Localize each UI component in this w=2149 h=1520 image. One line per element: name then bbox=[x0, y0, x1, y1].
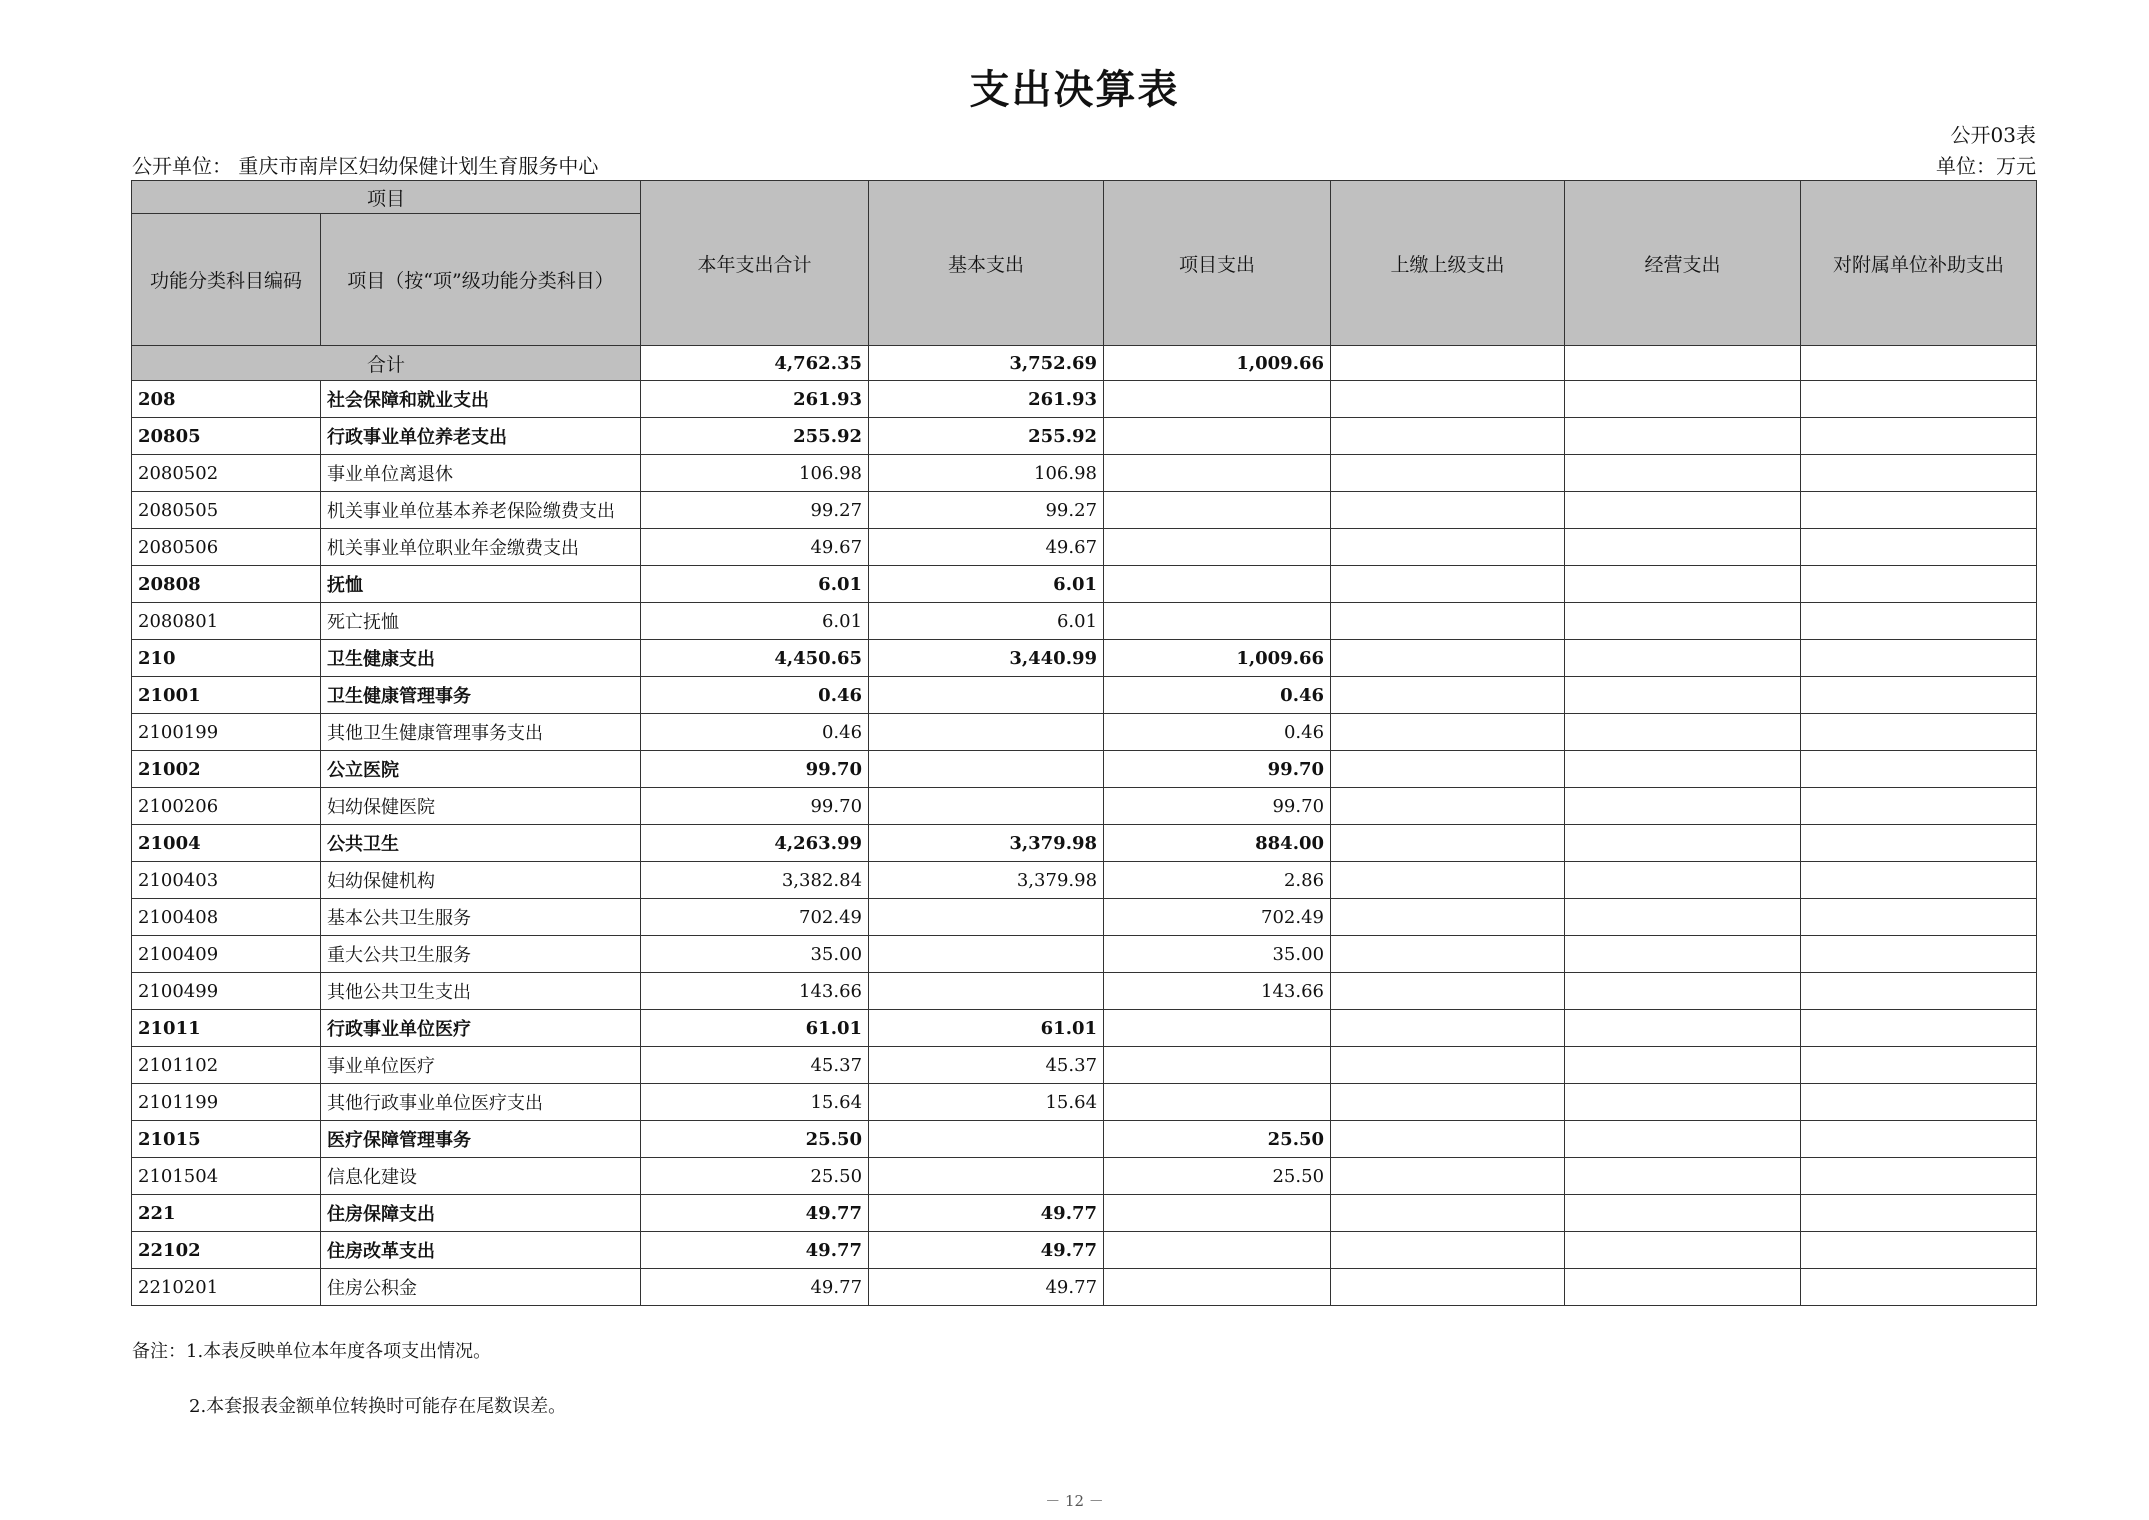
cell-business bbox=[1565, 825, 1801, 862]
cell-project bbox=[1104, 603, 1331, 640]
table-row bbox=[132, 862, 2037, 899]
cell-total: 15.64 bbox=[641, 1084, 869, 1121]
table-row bbox=[132, 1158, 2037, 1195]
cell-code: 2101504 bbox=[132, 1158, 321, 1195]
cell-project: 884.00 bbox=[1104, 825, 1331, 862]
table-row bbox=[132, 788, 2037, 825]
cell-subsidy bbox=[1801, 566, 2037, 603]
cell-project: 2.86 bbox=[1104, 862, 1331, 899]
cell-total: 0.46 bbox=[641, 714, 869, 751]
cell-code: 20808 bbox=[132, 566, 321, 603]
cell-basic: 49.77 bbox=[869, 1195, 1104, 1232]
cell-total: 0.46 bbox=[641, 677, 869, 714]
header-subsidy: 对附属单位补助支出 bbox=[1801, 181, 2037, 346]
cell-basic bbox=[869, 751, 1104, 788]
cell-project: 35.00 bbox=[1104, 936, 1331, 973]
cell-name: 卫生健康支出 bbox=[321, 640, 641, 677]
cell-total: 49.77 bbox=[641, 1195, 869, 1232]
table-row bbox=[132, 973, 2037, 1010]
cell-basic: 49.67 bbox=[869, 529, 1104, 566]
cell-name: 公立医院 bbox=[321, 751, 641, 788]
cell-business bbox=[1565, 1084, 1801, 1121]
cell-code: 2100206 bbox=[132, 788, 321, 825]
cell-subsidy bbox=[1801, 1158, 2037, 1195]
cell-total: 49.77 bbox=[641, 1232, 869, 1269]
cell-business bbox=[1565, 566, 1801, 603]
cell-basic: 49.77 bbox=[869, 1232, 1104, 1269]
cell-code: 2080801 bbox=[132, 603, 321, 640]
cell-total: 99.27 bbox=[641, 492, 869, 529]
cell-business bbox=[1565, 1047, 1801, 1084]
cell-total: 35.00 bbox=[641, 936, 869, 973]
cell-name: 妇幼保健机构 bbox=[321, 862, 641, 899]
cell-total: 49.77 bbox=[641, 1269, 869, 1306]
cell-total: 106.98 bbox=[641, 455, 869, 492]
cell-upper bbox=[1331, 603, 1565, 640]
cell-basic bbox=[869, 973, 1104, 1010]
cell-subsidy bbox=[1801, 973, 2037, 1010]
cell-code: 2100403 bbox=[132, 862, 321, 899]
header-name: 项目（按“项”级功能分类科目） bbox=[321, 214, 641, 346]
table-row bbox=[132, 677, 2037, 714]
cell-name: 社会保障和就业支出 bbox=[321, 381, 641, 418]
cell-business bbox=[1565, 1010, 1801, 1047]
cell-total: 143.66 bbox=[641, 973, 869, 1010]
table-row bbox=[132, 529, 2037, 566]
cell-name: 卫生健康管理事务 bbox=[321, 677, 641, 714]
cell-basic: 99.27 bbox=[869, 492, 1104, 529]
page-title: 支出决算表 bbox=[969, 66, 1180, 113]
table-body bbox=[132, 346, 2037, 1306]
note-2: 2.本套报表金额单位转换时可能存在尾数误差。 bbox=[189, 1396, 567, 1417]
cell-upper bbox=[1331, 862, 1565, 899]
cell-total: 6.01 bbox=[641, 603, 869, 640]
cell-total: 3,382.84 bbox=[641, 862, 869, 899]
cell-project bbox=[1104, 418, 1331, 455]
cell-project bbox=[1104, 1047, 1331, 1084]
cell-code: 21001 bbox=[132, 677, 321, 714]
header-total: 本年支出合计 bbox=[641, 181, 869, 346]
cell-basic: 49.77 bbox=[869, 1269, 1104, 1306]
cell-code: 20805 bbox=[132, 418, 321, 455]
cell-name: 妇幼保健医院 bbox=[321, 788, 641, 825]
cell-project bbox=[1104, 492, 1331, 529]
cell-name: 住房公积金 bbox=[321, 1269, 641, 1306]
table-row bbox=[132, 1121, 2037, 1158]
cell-project bbox=[1104, 1084, 1331, 1121]
cell-subsidy bbox=[1801, 603, 2037, 640]
total-cell-total: 4,762.35 bbox=[641, 346, 869, 381]
cell-name: 死亡抚恤 bbox=[321, 603, 641, 640]
cell-name: 行政事业单位养老支出 bbox=[321, 418, 641, 455]
cell-basic: 61.01 bbox=[869, 1010, 1104, 1047]
cell-basic bbox=[869, 714, 1104, 751]
cell-subsidy bbox=[1801, 714, 2037, 751]
cell-project: 25.50 bbox=[1104, 1158, 1331, 1195]
cell-basic: 6.01 bbox=[869, 603, 1104, 640]
cell-upper bbox=[1331, 1047, 1565, 1084]
cell-upper bbox=[1331, 936, 1565, 973]
cell-subsidy bbox=[1801, 381, 2037, 418]
cell-project bbox=[1104, 529, 1331, 566]
table-row bbox=[132, 1269, 2037, 1306]
cell-business bbox=[1565, 936, 1801, 973]
cell-business bbox=[1565, 788, 1801, 825]
table-row bbox=[132, 751, 2037, 788]
table-row bbox=[132, 1084, 2037, 1121]
cell-name: 行政事业单位医疗 bbox=[321, 1010, 641, 1047]
cell-code: 21002 bbox=[132, 751, 321, 788]
cell-name: 机关事业单位基本养老保险缴费支出 bbox=[321, 492, 641, 529]
cell-total: 99.70 bbox=[641, 788, 869, 825]
cell-subsidy bbox=[1801, 751, 2037, 788]
cell-subsidy bbox=[1801, 418, 2037, 455]
cell-upper bbox=[1331, 1121, 1565, 1158]
header-upper: 上缴上级支出 bbox=[1331, 181, 1565, 346]
cell-name: 公共卫生 bbox=[321, 825, 641, 862]
cell-subsidy bbox=[1801, 1269, 2037, 1306]
cell-basic: 15.64 bbox=[869, 1084, 1104, 1121]
cell-basic: 3,440.99 bbox=[869, 640, 1104, 677]
cell-code: 2100409 bbox=[132, 936, 321, 973]
cell-project: 25.50 bbox=[1104, 1121, 1331, 1158]
cell-subsidy bbox=[1801, 825, 2037, 862]
expenditure-table bbox=[131, 180, 2037, 1306]
cell-project bbox=[1104, 566, 1331, 603]
total-cell-subsidy bbox=[1801, 346, 2037, 381]
cell-total: 25.50 bbox=[641, 1158, 869, 1195]
cell-upper bbox=[1331, 973, 1565, 1010]
header-code: 功能分类科目编码 bbox=[132, 214, 321, 346]
table-row bbox=[132, 603, 2037, 640]
cell-basic bbox=[869, 677, 1104, 714]
cell-project: 99.70 bbox=[1104, 788, 1331, 825]
cell-business bbox=[1565, 529, 1801, 566]
cell-code: 2100199 bbox=[132, 714, 321, 751]
cell-business bbox=[1565, 640, 1801, 677]
cell-name: 其他卫生健康管理事务支出 bbox=[321, 714, 641, 751]
cell-business bbox=[1565, 1195, 1801, 1232]
cell-code: 210 bbox=[132, 640, 321, 677]
cell-upper bbox=[1331, 566, 1565, 603]
cell-code: 2210201 bbox=[132, 1269, 321, 1306]
cell-project: 143.66 bbox=[1104, 973, 1331, 1010]
table-row bbox=[132, 381, 2037, 418]
cell-name: 医疗保障管理事务 bbox=[321, 1121, 641, 1158]
cell-name: 事业单位离退休 bbox=[321, 455, 641, 492]
table-row bbox=[132, 640, 2037, 677]
cell-subsidy bbox=[1801, 1195, 2037, 1232]
table-header bbox=[132, 181, 2037, 346]
cell-upper bbox=[1331, 1269, 1565, 1306]
cell-code: 21011 bbox=[132, 1010, 321, 1047]
header-item-group: 项目 bbox=[132, 181, 641, 214]
cell-upper bbox=[1331, 677, 1565, 714]
reporting-unit: 公开单位： 重庆市南岸区妇幼保健计划生育服务中心 bbox=[132, 154, 599, 178]
cell-business bbox=[1565, 1269, 1801, 1306]
cell-subsidy bbox=[1801, 677, 2037, 714]
cell-name: 机关事业单位职业年金缴费支出 bbox=[321, 529, 641, 566]
cell-code: 21004 bbox=[132, 825, 321, 862]
cell-total: 61.01 bbox=[641, 1010, 869, 1047]
cell-subsidy bbox=[1801, 788, 2037, 825]
currency-unit: 单位：万元 bbox=[1936, 154, 2036, 178]
cell-name: 住房保障支出 bbox=[321, 1195, 641, 1232]
cell-subsidy bbox=[1801, 862, 2037, 899]
cell-basic: 45.37 bbox=[869, 1047, 1104, 1084]
cell-upper bbox=[1331, 751, 1565, 788]
cell-business bbox=[1565, 751, 1801, 788]
cell-code: 2080502 bbox=[132, 455, 321, 492]
cell-total: 25.50 bbox=[641, 1121, 869, 1158]
cell-code: 221 bbox=[132, 1195, 321, 1232]
table-row bbox=[132, 492, 2037, 529]
cell-upper bbox=[1331, 1084, 1565, 1121]
cell-business bbox=[1565, 1158, 1801, 1195]
cell-project: 702.49 bbox=[1104, 899, 1331, 936]
cell-upper bbox=[1331, 529, 1565, 566]
cell-upper bbox=[1331, 381, 1565, 418]
cell-business bbox=[1565, 862, 1801, 899]
cell-subsidy bbox=[1801, 936, 2037, 973]
cell-upper bbox=[1331, 788, 1565, 825]
cell-upper bbox=[1331, 418, 1565, 455]
table-row bbox=[132, 936, 2037, 973]
cell-project: 99.70 bbox=[1104, 751, 1331, 788]
page-number: － 12 － bbox=[1045, 1492, 1104, 1510]
cell-code: 2100499 bbox=[132, 973, 321, 1010]
cell-business bbox=[1565, 1121, 1801, 1158]
cell-upper bbox=[1331, 1158, 1565, 1195]
cell-name: 住房改革支出 bbox=[321, 1232, 641, 1269]
header-project: 项目支出 bbox=[1104, 181, 1331, 346]
cell-total: 49.67 bbox=[641, 529, 869, 566]
cell-code: 2101199 bbox=[132, 1084, 321, 1121]
total-cell-business bbox=[1565, 346, 1801, 381]
total-cell-basic: 3,752.69 bbox=[869, 346, 1104, 381]
cell-total: 702.49 bbox=[641, 899, 869, 936]
cell-subsidy bbox=[1801, 1121, 2037, 1158]
cell-code: 2101102 bbox=[132, 1047, 321, 1084]
cell-subsidy bbox=[1801, 1010, 2037, 1047]
cell-business bbox=[1565, 973, 1801, 1010]
cell-name: 事业单位医疗 bbox=[321, 1047, 641, 1084]
cell-subsidy bbox=[1801, 1047, 2037, 1084]
cell-business bbox=[1565, 899, 1801, 936]
cell-total: 261.93 bbox=[641, 381, 869, 418]
cell-name: 其他行政事业单位医疗支出 bbox=[321, 1084, 641, 1121]
cell-business bbox=[1565, 418, 1801, 455]
cell-name: 重大公共卫生服务 bbox=[321, 936, 641, 973]
cell-total: 255.92 bbox=[641, 418, 869, 455]
table-row bbox=[132, 418, 2037, 455]
table-row bbox=[132, 1047, 2037, 1084]
cell-total: 4,450.65 bbox=[641, 640, 869, 677]
cell-basic: 255.92 bbox=[869, 418, 1104, 455]
cell-business bbox=[1565, 1232, 1801, 1269]
cell-basic bbox=[869, 1121, 1104, 1158]
cell-upper bbox=[1331, 492, 1565, 529]
cell-basic: 6.01 bbox=[869, 566, 1104, 603]
cell-project bbox=[1104, 1269, 1331, 1306]
header-business: 经营支出 bbox=[1565, 181, 1801, 346]
table-row bbox=[132, 455, 2037, 492]
total-cell-upper bbox=[1331, 346, 1565, 381]
table-row bbox=[132, 1195, 2037, 1232]
cell-business bbox=[1565, 603, 1801, 640]
cell-upper bbox=[1331, 1195, 1565, 1232]
cell-upper bbox=[1331, 1010, 1565, 1047]
cell-code: 2080506 bbox=[132, 529, 321, 566]
cell-basic bbox=[869, 1158, 1104, 1195]
cell-project: 1,009.66 bbox=[1104, 640, 1331, 677]
cell-code: 2080505 bbox=[132, 492, 321, 529]
cell-project bbox=[1104, 1232, 1331, 1269]
cell-subsidy bbox=[1801, 1232, 2037, 1269]
cell-subsidy bbox=[1801, 455, 2037, 492]
cell-subsidy bbox=[1801, 529, 2037, 566]
cell-upper bbox=[1331, 714, 1565, 751]
note-1: 备注：1.本表反映单位本年度各项支出情况。 bbox=[132, 1341, 492, 1362]
cell-basic bbox=[869, 788, 1104, 825]
cell-basic bbox=[869, 936, 1104, 973]
cell-code: 21015 bbox=[132, 1121, 321, 1158]
table-row bbox=[132, 899, 2037, 936]
cell-upper bbox=[1331, 455, 1565, 492]
cell-basic bbox=[869, 899, 1104, 936]
total-cell-project: 1,009.66 bbox=[1104, 346, 1331, 381]
table-row bbox=[132, 1010, 2037, 1047]
cell-business bbox=[1565, 381, 1801, 418]
total-row bbox=[132, 346, 2037, 381]
cell-subsidy bbox=[1801, 1084, 2037, 1121]
cell-upper bbox=[1331, 825, 1565, 862]
cell-business bbox=[1565, 455, 1801, 492]
table-row bbox=[132, 714, 2037, 751]
cell-basic: 3,379.98 bbox=[869, 825, 1104, 862]
cell-subsidy bbox=[1801, 640, 2037, 677]
table-row bbox=[132, 825, 2037, 862]
cell-business bbox=[1565, 677, 1801, 714]
total-label: 合计 bbox=[132, 346, 641, 381]
cell-subsidy bbox=[1801, 899, 2037, 936]
cell-project: 0.46 bbox=[1104, 714, 1331, 751]
cell-project bbox=[1104, 1195, 1331, 1232]
cell-name: 抚恤 bbox=[321, 566, 641, 603]
cell-basic: 106.98 bbox=[869, 455, 1104, 492]
cell-name: 其他公共卫生支出 bbox=[321, 973, 641, 1010]
cell-total: 99.70 bbox=[641, 751, 869, 788]
cell-subsidy bbox=[1801, 492, 2037, 529]
table-row bbox=[132, 1232, 2037, 1269]
cell-basic: 3,379.98 bbox=[869, 862, 1104, 899]
cell-upper bbox=[1331, 640, 1565, 677]
cell-upper bbox=[1331, 899, 1565, 936]
cell-total: 6.01 bbox=[641, 566, 869, 603]
cell-basic: 261.93 bbox=[869, 381, 1104, 418]
cell-project bbox=[1104, 381, 1331, 418]
form-number: 公开03表 bbox=[1950, 123, 2036, 147]
cell-code: 2100408 bbox=[132, 899, 321, 936]
header-basic: 基本支出 bbox=[869, 181, 1104, 346]
cell-total: 4,263.99 bbox=[641, 825, 869, 862]
cell-name: 基本公共卫生服务 bbox=[321, 899, 641, 936]
cell-project bbox=[1104, 1010, 1331, 1047]
cell-upper bbox=[1331, 1232, 1565, 1269]
table-row bbox=[132, 566, 2037, 603]
cell-code: 208 bbox=[132, 381, 321, 418]
cell-business bbox=[1565, 492, 1801, 529]
cell-total: 45.37 bbox=[641, 1047, 869, 1084]
cell-name: 信息化建设 bbox=[321, 1158, 641, 1195]
cell-project: 0.46 bbox=[1104, 677, 1331, 714]
cell-code: 22102 bbox=[132, 1232, 321, 1269]
cell-business bbox=[1565, 714, 1801, 751]
cell-project bbox=[1104, 455, 1331, 492]
